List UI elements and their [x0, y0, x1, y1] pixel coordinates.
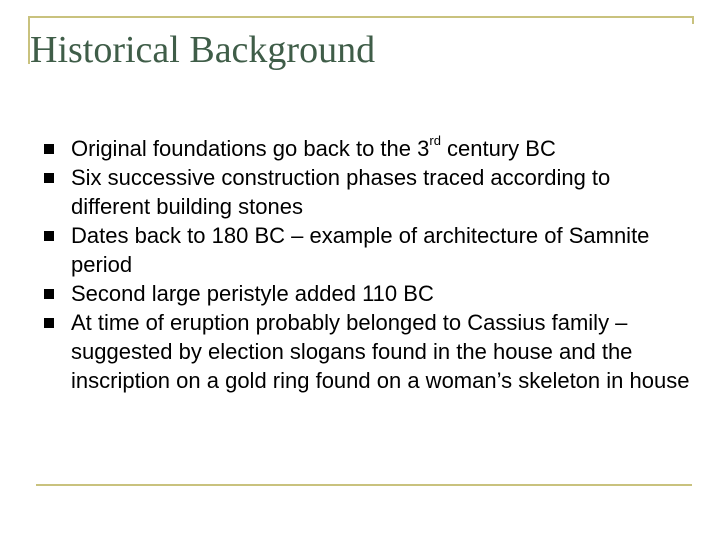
ordinal-suffix: rd — [429, 132, 441, 148]
bullet-item-samnite-period — [40, 221, 690, 279]
bullet-item-foundations — [40, 134, 690, 163]
bullet-text-peristyle: Second large peristyle added 110 BC — [71, 281, 434, 306]
bullet-text-samnite-period: Dates back to 180 BC – example of architecture of Samnite period — [71, 223, 650, 277]
bullet-text-foundations: Original foundations go back to the 3 — [71, 136, 430, 161]
bullet-text-construction-phases: Six successive construction phases traced according to different building stones — [71, 165, 611, 219]
bullet-text-eruption: At time of eruption probably belonged to Cassius family – suggested by election slogans found in the house and the inscription on a gold ring found on a woman’s skeleton in house — [71, 310, 690, 393]
title-frame-top-line — [28, 16, 694, 18]
bullet-item-construction-phases — [40, 163, 690, 221]
square-bullet-icon — [44, 173, 54, 183]
bullet-item-peristyle — [40, 279, 690, 308]
bottom-rule-line — [36, 484, 692, 486]
square-bullet-icon — [44, 231, 54, 241]
bullet-item-eruption — [40, 308, 690, 395]
bullet-list — [40, 134, 690, 395]
square-bullet-icon — [44, 289, 54, 299]
title-frame-right-tick — [692, 16, 694, 24]
bullet-text-foundations-end: century BC — [440, 136, 556, 161]
square-bullet-icon — [44, 318, 54, 328]
slide-title: Historical Background — [30, 29, 376, 71]
square-bullet-icon — [44, 144, 54, 154]
